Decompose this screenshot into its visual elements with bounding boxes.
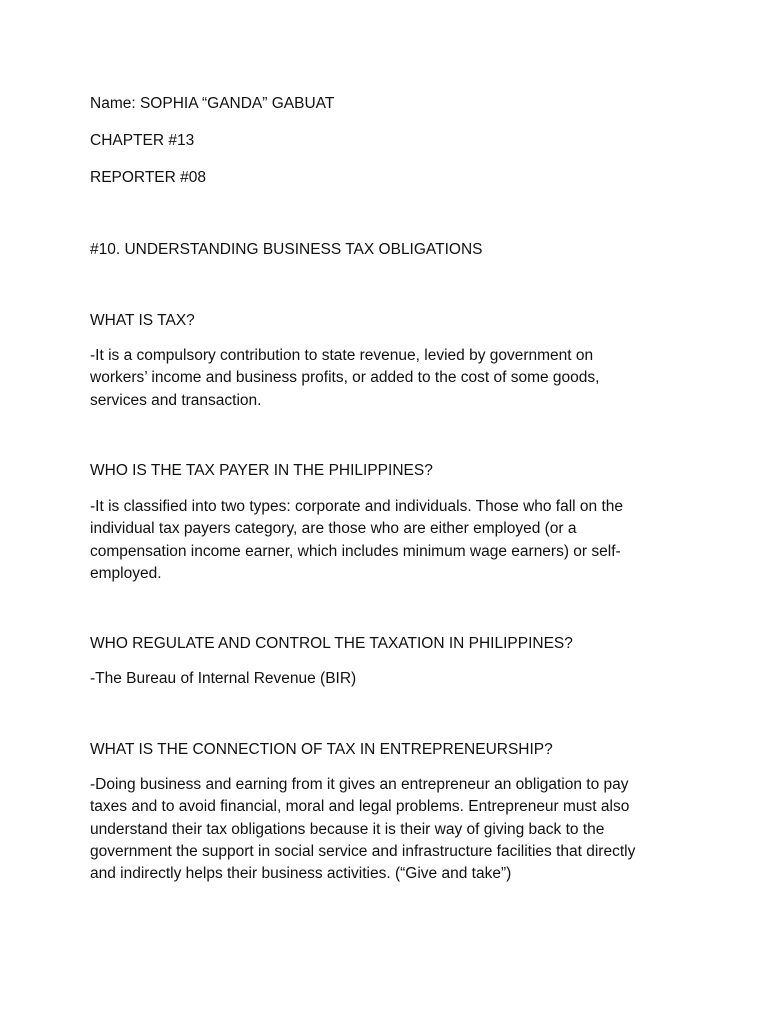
section-answer bbox=[90, 668, 675, 690]
section-question: WHO REGULATE AND CONTROL THE TAXATION IN PHILIPPINES? bbox=[90, 635, 573, 652]
section-question: WHAT IS THE CONNECTION OF TAX IN ENTREPRENEURSHIP? bbox=[90, 741, 553, 758]
answer-line: government the support in social service and infrastructure facilities that directly bbox=[90, 842, 636, 860]
answer-line: -The Bureau of Internal Revenue (BIR) bbox=[90, 670, 357, 687]
answer-line: services and transaction. bbox=[90, 391, 262, 409]
answer-line: taxes and to avoid financial, moral and legal problems. Entrepreneur must also bbox=[90, 798, 630, 816]
answer-line: compensation income earner, which includes minimum wage earners) or self- bbox=[90, 542, 621, 560]
answer-line: understand their tax obligations because it is their way of giving back to the bbox=[90, 820, 605, 838]
chapter-number: CHAPTER #13 bbox=[90, 132, 195, 149]
topic-title: #10. UNDERSTANDING BUSINESS TAX OBLIGATIONS bbox=[90, 241, 483, 258]
answer-line: -It is a compulsory contribution to state revenue, levied by government on bbox=[90, 347, 594, 364]
answer-line: -It is classified into two types: corporate and individuals. Those who fall on the bbox=[90, 498, 624, 515]
section-question: WHO IS THE TAX PAYER IN THE PHILIPPINES? bbox=[90, 462, 433, 479]
document-page bbox=[90, 0, 680, 1024]
answer-line: workers’ income and business profits, or added to the cost of some goods, bbox=[90, 369, 600, 387]
answer-line: individual tax payers category, are those who are either employed (or a bbox=[90, 520, 577, 538]
answer-line: and indirectly helps their business activities. (“Give and take”) bbox=[90, 865, 512, 883]
answer-line: -Doing business and earning from it gives an entrepreneur an obligation to pay bbox=[90, 776, 629, 793]
author-name: Name: SOPHIA “GANDA” GABUAT bbox=[90, 95, 335, 112]
section-answer bbox=[90, 496, 675, 585]
section-answer bbox=[90, 774, 675, 885]
answer-line: employed. bbox=[90, 564, 162, 582]
reporter-number: REPORTER #08 bbox=[90, 169, 207, 186]
section-question: WHAT IS TAX? bbox=[90, 312, 195, 329]
section-answer bbox=[90, 345, 675, 412]
